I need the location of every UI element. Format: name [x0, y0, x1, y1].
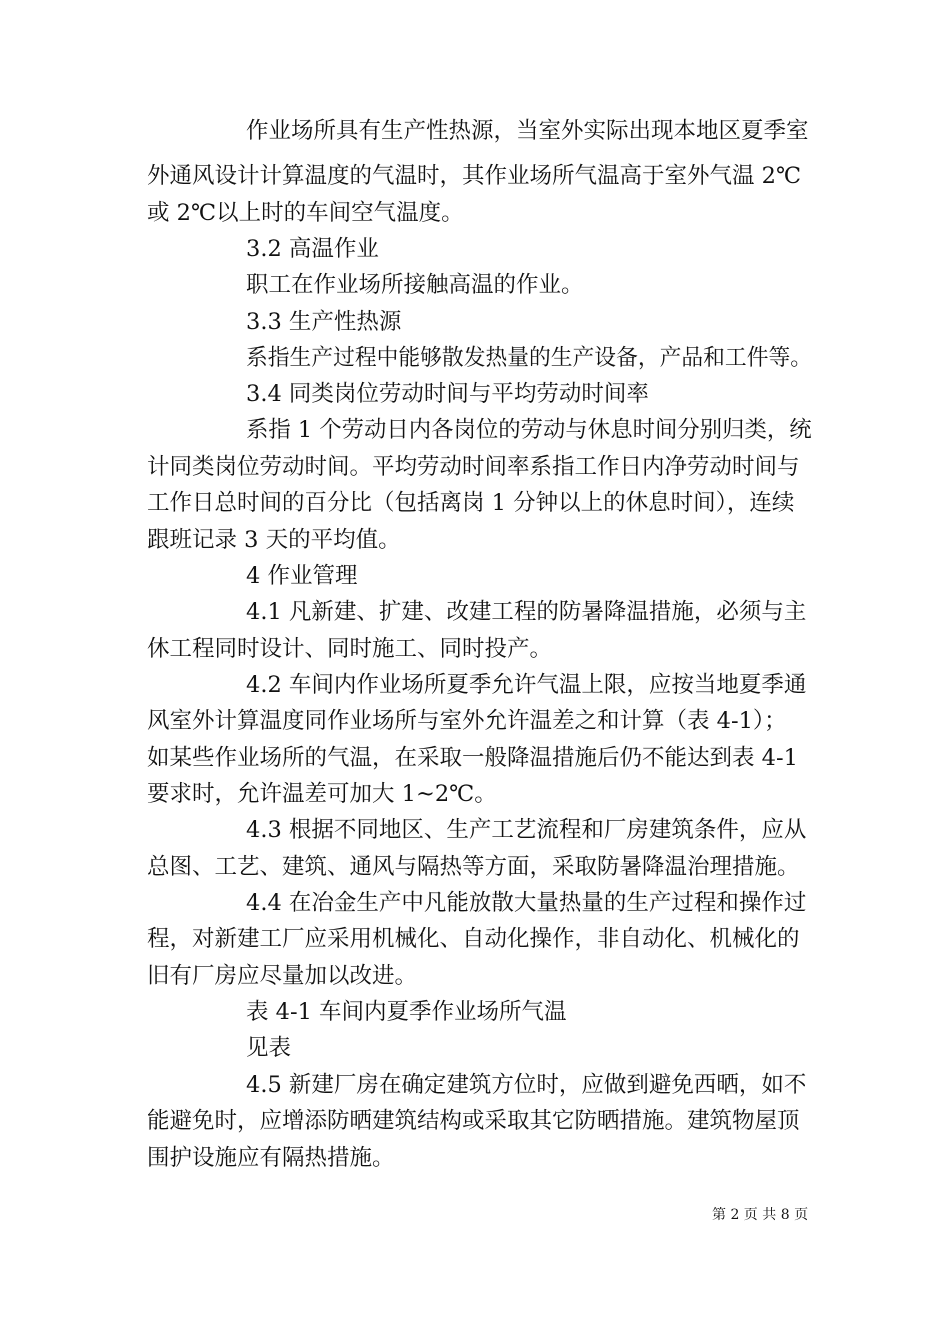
text-line: 见表 — [246, 1035, 292, 1061]
text-line: 计同类岗位劳动时间。平均劳动时间率系指工作日内净劳动时间与 — [147, 454, 800, 480]
text-line: 职工在作业场所接触高温的作业。 — [246, 272, 584, 298]
text-line: 总图、工艺、建筑、通风与隔热等方面，采取防暑降温治理措施。 — [147, 854, 800, 880]
text-line: 4.4 在冶金生产中凡能放散大量热量的生产过程和操作过 — [246, 890, 807, 916]
text-line: 作业场所具有生产性热源，当室外实际出现本地区夏季室 — [246, 118, 809, 144]
text-line: 风室外计算温度同作业场所与室外允许温差之和计算（表 4-1）； — [147, 708, 787, 734]
text-line: 4.5 新建厂房在确定建筑方位时，应做到避免西晒，如不 — [246, 1072, 807, 1098]
text-line: 系指 1 个劳动日内各岗位的劳动与休息时间分别归类，统 — [246, 417, 812, 443]
text-line: 工作日总时间的百分比（包括离岗 1 分钟以上的休息时间），连续 — [147, 490, 795, 516]
text-line: 程，对新建工厂应采用机械化、自动化操作，非自动化、机械化的 — [147, 926, 800, 952]
section-heading: 3.4 同类岗位劳动时间与平均劳动时间率 — [246, 381, 649, 407]
text-line: 系指生产过程中能够散发热量的生产设备，产品和工件等。 — [246, 345, 813, 371]
text-line: 外通风设计计算温度的气温时，其作业场所气温高于室外气温 2℃ — [147, 163, 802, 189]
text-line: 如某些作业场所的气温，在采取一般降温措施后仍不能达到表 4-1 — [147, 745, 798, 771]
text-line: 4.2 车间内作业场所夏季允许气温上限，应按当地夏季通 — [246, 672, 807, 698]
section-heading: 3.3 生产性热源 — [246, 309, 402, 335]
text-line: 4.1 凡新建、扩建、改建工程的防暑降温措施，必须与主 — [246, 599, 807, 625]
text-line: 或 2℃以上时的车间空气温度。 — [147, 200, 464, 226]
page-number-footer: 第 2 页 共 8 页 — [712, 1207, 809, 1223]
text-line: 跟班记录 3 天的平均值。 — [147, 527, 401, 553]
section-heading: 3.2 高温作业 — [246, 236, 379, 262]
table-caption: 表 4-1 车间内夏季作业场所气温 — [246, 999, 567, 1025]
text-line: 能避免时，应增添防晒建筑结构或采取其它防晒措施。建筑物屋顶 — [147, 1108, 800, 1134]
text-line: 围护设施应有隔热措施。 — [147, 1145, 395, 1171]
text-line: 4.3 根据不同地区、生产工艺流程和厂房建筑条件，应从 — [246, 817, 807, 843]
section-heading: 4 作业管理 — [246, 563, 358, 589]
text-line: 旧有厂房应尽量加以改进。 — [147, 963, 418, 989]
text-line: 休工程同时设计、同时施工、同时投产。 — [147, 636, 553, 662]
text-line: 要求时，允许温差可加大 1~2℃。 — [147, 781, 497, 807]
